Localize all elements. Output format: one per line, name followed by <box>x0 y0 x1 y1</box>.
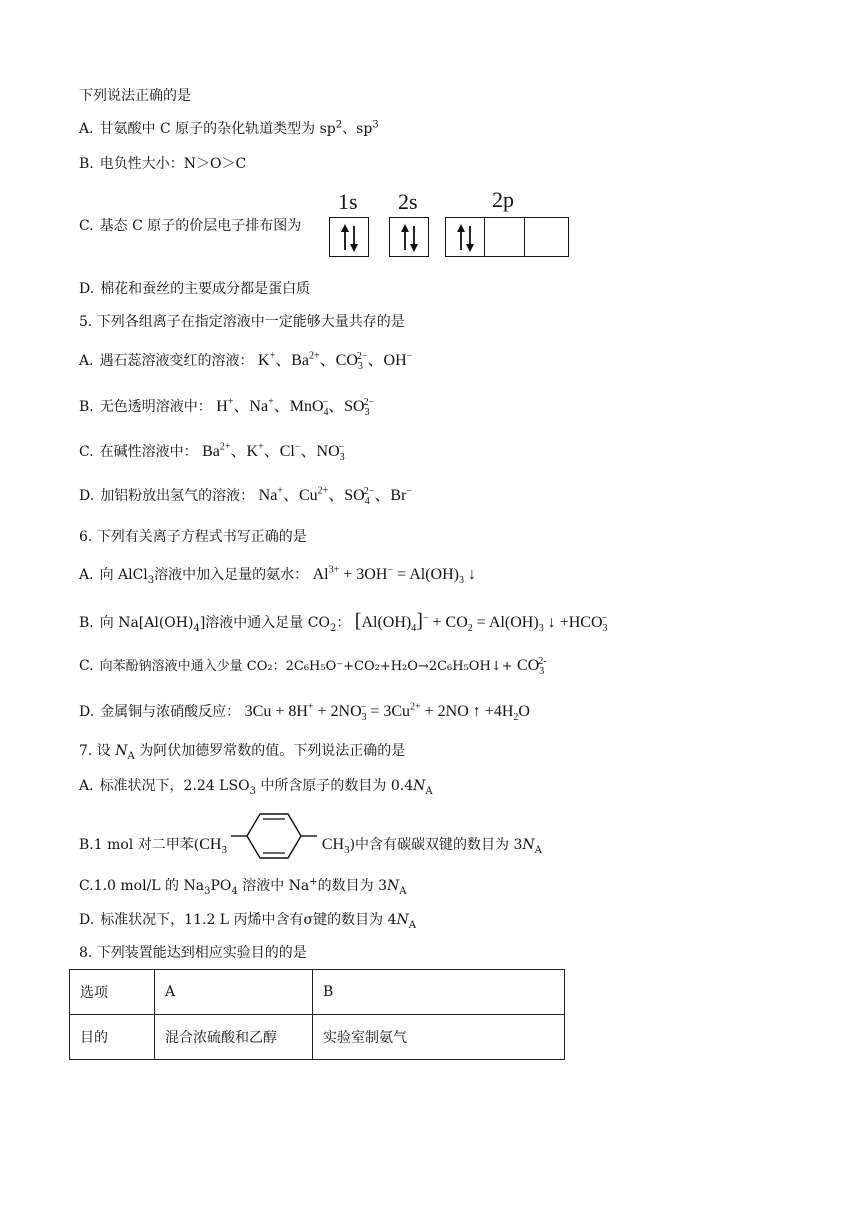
q4-option-a[interactable] <box>79 119 379 139</box>
q7-option-c[interactable] <box>79 876 406 896</box>
superscript: 3 <box>372 119 379 131</box>
option-text: 中所含原子的数目为 0.4 <box>255 778 414 794</box>
constant-symbol: N <box>413 778 426 794</box>
ion-formula: K+、$Ba^{2+}$、$CO_3^{2-}$、OH− <box>258 350 413 373</box>
option-text: 向 Na[Al(OH) <box>99 615 194 631</box>
superscript: 2 <box>335 119 343 131</box>
q7-option-a[interactable] <box>79 776 433 796</box>
option-label: D. <box>79 704 95 720</box>
subscript: A <box>399 885 407 897</box>
q7-option-b[interactable]: B.1 mol 对二甲苯($CH_3$ $CH_3$)中含有碳碳双键的数目为 $3N_A$ <box>79 826 542 864</box>
orbital-box-2p-2 <box>485 217 525 257</box>
subscript: 3 <box>204 885 211 897</box>
superscript: + <box>309 876 318 888</box>
table-cell: 实验室制氨气 <box>313 1015 565 1060</box>
ion-formula: Na+、$Cu^{2+}$、$SO_4^{2-}$、Br− <box>258 485 413 508</box>
option-text: 向苯酚钠溶液中通入少量 CO₂：2C₆H₅O⁻+CO₂+H₂O→2C₆H₅OH↓+ <box>99 659 513 674</box>
ion-formula: H+、Na+、MnO$_4$−、$SO_3^{2-}$ <box>216 396 375 419</box>
constant-symbol: N <box>115 743 128 759</box>
option-text: 电负性大小：N＞O＞C <box>99 156 247 172</box>
subscript: A <box>534 844 542 856</box>
table-row <box>70 970 565 1015</box>
option-text: ]溶液中通入足量 CO <box>199 615 330 631</box>
orbital-box-1s <box>329 217 369 257</box>
option-label: B. <box>79 399 94 415</box>
stem-text: 7. 设 <box>79 743 116 759</box>
subscript: 3 <box>147 574 155 586</box>
option-text: 遇石蕊溶液变红的溶液： <box>99 353 254 369</box>
orbital-box-2p-3 <box>525 217 569 257</box>
option-text: 在碱性溶液中： <box>99 444 198 460</box>
option-text: 基态 C 原子的价层电子排布图为 <box>99 218 302 234</box>
option-label: A. <box>79 121 94 137</box>
q4-option-d[interactable] <box>79 279 310 299</box>
table-cell: A <box>155 970 313 1015</box>
table-cell: 选项 <box>70 970 155 1015</box>
q5-option-d[interactable] <box>79 486 412 506</box>
paired-arrows-icon <box>390 218 430 258</box>
orbital-box-2p-1 <box>445 217 485 257</box>
paired-arrows-icon <box>446 218 486 258</box>
q4-option-b[interactable] <box>79 154 246 174</box>
constant-symbol: N <box>396 912 409 928</box>
option-text: ： <box>336 615 351 631</box>
option-label: D. <box>79 912 95 928</box>
equation: $[Al(OH)_4]^- + CO_2 = Al(OH)_3$ ↓ $+HCO_3^-$ <box>354 610 608 635</box>
option-text: 甘氨酸中 C 原子的杂化轨道类型为 sp <box>99 121 336 137</box>
option-text: 标准状况下，11.2 L 丙烯中含有σ键的数目为 4 <box>100 912 397 928</box>
option-label: D. <box>79 488 95 504</box>
option-text: 1.0 mol/L 的 Na <box>93 878 205 894</box>
orbital-label-2s: 2s <box>398 189 418 214</box>
q6-option-c[interactable] <box>79 656 547 677</box>
subscript: A <box>425 785 433 797</box>
option-text: 金属铜与浓硝酸反应： <box>100 704 241 720</box>
table-cell: 混合浓硫酸和乙醇 <box>155 1015 313 1060</box>
table-cell: 目的 <box>70 1015 155 1060</box>
equation: $3Cu + 8H^+ + 2NO_3^- = 3Cu^{2+} + 2NO$ ↑ $+4H_2O$ <box>244 701 530 724</box>
orbital-label-2p: 2p <box>492 187 514 212</box>
option-label: C. <box>79 218 94 234</box>
orbital-box-2s <box>389 217 429 257</box>
subscript: 2 <box>329 622 337 634</box>
q4-stem: 下列说法正确的是 <box>79 88 191 104</box>
paired-arrows-icon <box>330 218 370 258</box>
q5-option-a[interactable] <box>79 351 412 371</box>
subscript: 4 <box>231 885 238 897</box>
q7-stem <box>79 741 405 761</box>
constant-symbol: N <box>522 837 535 853</box>
option-text: 无色透明溶液中： <box>99 399 212 415</box>
q7-option-d[interactable] <box>79 910 416 930</box>
option-text: 的数目为 3 <box>317 878 387 894</box>
option-text: 溶液中加入足量的氨水： <box>154 567 309 583</box>
subscript: A <box>127 750 135 762</box>
subscript: 3 <box>249 785 256 797</box>
option-label: B. <box>79 156 94 172</box>
orbital-label-1s: 1s <box>338 189 358 214</box>
option-text: 1 mol 对二甲苯( <box>93 837 200 853</box>
q8-stem: 8. 下列装置能达到相应实验目的的是 <box>79 945 307 961</box>
option-label: B. <box>79 837 94 853</box>
option-label: A. <box>79 353 94 369</box>
q5-option-c[interactable] <box>79 442 344 462</box>
table-row <box>70 1015 565 1060</box>
q6-option-b[interactable] <box>79 611 607 633</box>
ion-formula: $Ba^{2+}$、K+、Cl−、$NO_3^-$ <box>202 441 345 464</box>
benzene-ring-icon <box>231 808 317 864</box>
q5-option-b[interactable] <box>79 397 374 417</box>
option-text: 加铝粉放出氢气的溶液： <box>100 488 255 504</box>
option-text-sp: sp <box>356 121 373 137</box>
constant-symbol: N <box>387 878 400 894</box>
options-table <box>69 969 565 1060</box>
option-label: D. <box>79 281 95 297</box>
equation: $Al^{3+} + 3OH^- = Al(OH)_3$ ↓ <box>312 564 476 587</box>
option-label: A. <box>79 778 94 794</box>
option-label: A. <box>79 567 94 583</box>
equation: $CO_3^{2-}$ <box>517 655 547 678</box>
table-cell: B <box>313 970 565 1015</box>
option-label: B. <box>79 615 94 631</box>
q6-option-a[interactable] <box>79 565 476 585</box>
q6-stem: 6. 下列有关离子方程式书写正确的是 <box>79 529 307 545</box>
option-text: 向 AlCl <box>99 567 148 583</box>
methyl-group: CH <box>321 836 345 853</box>
separator: 、 <box>342 121 357 137</box>
option-label: C. <box>79 444 94 460</box>
option-text: 溶液中 Na <box>237 878 310 894</box>
option-text: 棉花和蚕丝的主要成分都是蛋白质 <box>100 281 311 297</box>
option-text: 标准状况下，2.24 LSO <box>99 778 250 794</box>
q5-stem: 5. 下列各组离子在指定溶液中一定能够大量共存的是 <box>79 314 405 330</box>
subscript: 4 <box>193 622 200 634</box>
subscript: A <box>408 919 416 931</box>
option-label: C. <box>79 878 94 894</box>
option-text: PO <box>210 878 232 894</box>
option-label: C. <box>79 658 94 674</box>
q6-option-d[interactable] <box>79 702 530 722</box>
q4-option-c[interactable] <box>79 216 301 236</box>
option-text: )中含有碳碳双键的数目为 3 <box>349 837 523 853</box>
stem-text: 为阿伏加德罗常数的值。下列说法正确的是 <box>134 743 406 759</box>
methyl-group: CH <box>199 836 222 853</box>
